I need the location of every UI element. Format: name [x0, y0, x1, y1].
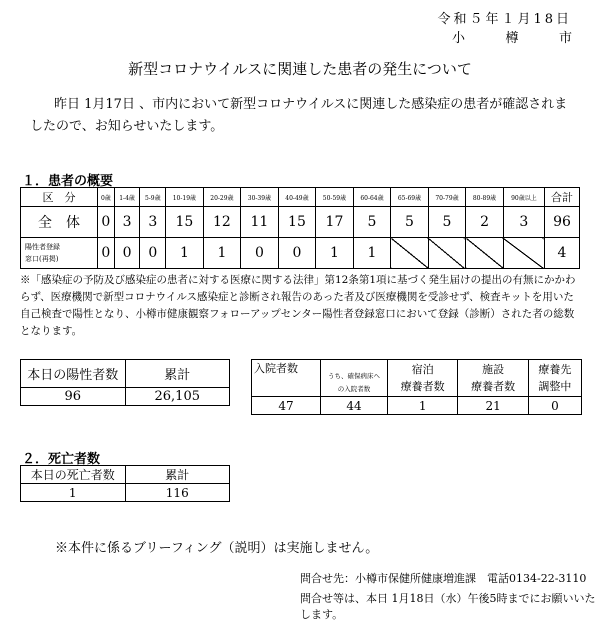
age-header: 90歳以上	[503, 188, 544, 207]
table-row	[21, 207, 580, 238]
lodging-label	[388, 360, 458, 397]
age-header: 40-49歳	[278, 188, 316, 207]
age-header: 10-19歳	[166, 188, 204, 207]
row-label: 全 体	[21, 207, 98, 238]
briefing-notice: ※本件に係るブリーフィング（説明）は実施しません。	[55, 541, 379, 556]
label-line: 宿泊	[411, 363, 434, 376]
cumulative-positives-value: 26,105	[125, 388, 230, 406]
total-cell: 4	[545, 238, 580, 269]
table-cell: 0	[98, 207, 115, 238]
age-header: 70-79歳	[428, 188, 466, 207]
age-header: 65-69歳	[391, 188, 429, 207]
age-header: 5-9歳	[140, 188, 166, 207]
org-char: 樽	[505, 31, 519, 46]
row-label	[21, 238, 98, 269]
label-line: 療養者数	[471, 380, 516, 393]
table-header-row	[21, 466, 230, 484]
table-cell: 3	[503, 207, 544, 238]
table-cell: 1	[203, 238, 241, 269]
table-cell: 0	[140, 238, 166, 269]
table-cell: 3	[140, 207, 166, 238]
hospitalized-label: 入院者数	[252, 360, 321, 397]
today-deaths-value: 1	[21, 484, 126, 502]
legal-footnote: ※「感染症の予防及び感染症の患者に対する医療に関する法律」第12条第1項に基づく発生届けの提出の有無にかかわらず、医療機関で新型コロナウイルス感染症と診断され報告のあった者及び医療機関を受診せず、検査キットを用いた自己検査で陽性となり、小樽市健康観察フォローアップセンター陽性者登録窓口において登録（診断）された者の総数となります。	[20, 274, 576, 337]
age-header: 80-89歳	[466, 188, 504, 207]
inquiry-hours: 問合せ等は、本日 1月18日（水）午後5時までにお願いいたします。	[300, 592, 596, 621]
patient-age-table	[20, 187, 580, 269]
table-cell: 17	[316, 207, 354, 238]
total-header: 合計	[545, 188, 580, 207]
table-cell: 1	[316, 238, 354, 269]
empty-slashed-cell	[428, 238, 466, 269]
table-cell: 5	[428, 207, 466, 238]
age-header: 0歳	[98, 188, 115, 207]
empty-slashed-cell	[391, 238, 429, 269]
table-row	[21, 238, 580, 269]
table-row	[21, 388, 230, 406]
table-cell: 0	[241, 238, 279, 269]
secured-beds-value: 44	[321, 397, 388, 415]
table-header-row	[21, 188, 580, 207]
table-row	[252, 397, 582, 415]
table-cell: 0	[114, 238, 140, 269]
document-date: 令和５年１月18日	[437, 12, 572, 27]
table-cell: 1	[166, 238, 204, 269]
positives-table	[20, 359, 230, 406]
label-line: 施設	[482, 363, 505, 376]
intro-paragraph: 昨日 1月17日 、市内において新型コロナウイルスに関連した感染症の患者が確認されましたので、お知らせいたします。	[30, 97, 568, 134]
table-cell: 5	[353, 207, 391, 238]
empty-slashed-cell	[466, 238, 504, 269]
cumulative-deaths-value: 116	[125, 484, 230, 502]
table-cell: 11	[241, 207, 279, 238]
table-cell: 15	[278, 207, 316, 238]
table-cell: 5	[391, 207, 429, 238]
table-header-row	[21, 360, 230, 388]
facility-label	[458, 360, 528, 397]
table-cell: 12	[203, 207, 241, 238]
today-deaths-label: 本日の死亡者数	[21, 466, 126, 484]
table-header-row	[252, 360, 582, 397]
contact-info: 問合せ先：小樽市保健所健康増進課 電話0134-22-3110	[300, 572, 587, 585]
org-char: 小	[452, 31, 466, 46]
patient-status-table	[251, 359, 582, 415]
section-heading-deaths: ２．死亡者数	[22, 452, 101, 467]
table-cell: 1	[353, 238, 391, 269]
empty-slashed-cell	[503, 238, 544, 269]
label-line: うち、確保病床へ	[328, 372, 380, 380]
org-char: 市	[558, 31, 572, 46]
row-label-line: 陽性者登録	[25, 243, 60, 251]
table-cell: 0	[278, 238, 316, 269]
deaths-table	[20, 465, 230, 502]
table-row	[21, 484, 230, 502]
table-cell: 3	[114, 207, 140, 238]
hospitalized-value: 47	[252, 397, 321, 415]
table-cell: 15	[166, 207, 204, 238]
secured-beds-label	[321, 360, 388, 397]
total-cell: 96	[545, 207, 580, 238]
row-label-line: 窓口(再掲)	[25, 255, 59, 263]
document-title: 新型コロナウイルスに関連した患者の発生について	[128, 60, 472, 78]
facility-value: 21	[458, 397, 528, 415]
age-header: 20-29歳	[203, 188, 241, 207]
age-header: 30-39歳	[241, 188, 279, 207]
label-line: の入院者数	[337, 385, 371, 393]
table-cell: 0	[98, 238, 115, 269]
label-line: 療養先	[538, 363, 572, 376]
age-header: 60-64歳	[353, 188, 391, 207]
today-positives-label: 本日の陽性者数	[21, 360, 126, 388]
today-positives-value: 96	[21, 388, 126, 406]
label-line: 調整中	[538, 380, 572, 393]
lodging-value: 1	[388, 397, 458, 415]
label-line: 療養者数	[400, 380, 445, 393]
age-header: 50-59歳	[316, 188, 354, 207]
table-cell: 2	[466, 207, 504, 238]
issuing-organization	[452, 27, 572, 46]
age-header: 1-4歳	[114, 188, 140, 207]
section-heading-patients: １．患者の概要	[22, 174, 114, 189]
cumulative-positives-label: 累計	[125, 360, 230, 388]
adjusting-label	[528, 360, 581, 397]
category-header: 区 分	[21, 188, 98, 207]
adjusting-value: 0	[528, 397, 581, 415]
cumulative-deaths-label: 累計	[125, 466, 230, 484]
